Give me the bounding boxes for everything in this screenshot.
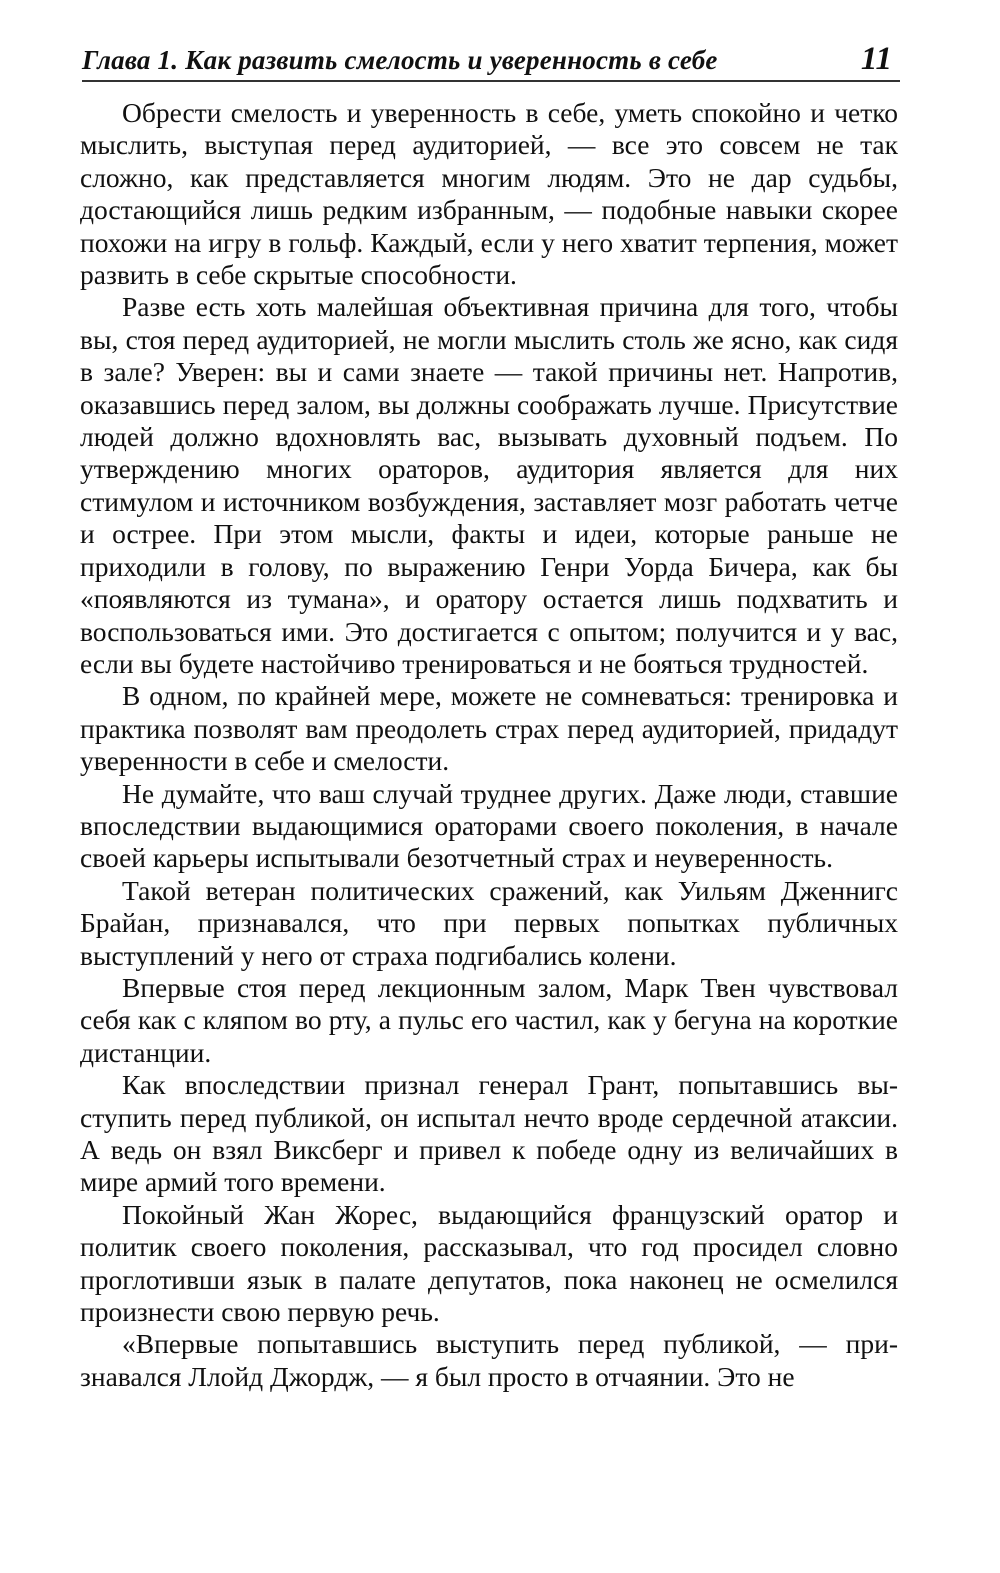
body-text [80,97,898,1393]
paragraph: Обрести смелость и уверенность в себе, уметь спокойно и четко мыслить, выступая перед аудиторией, — все это совсем не так сложно, как представляется многим людям. Это не дар судьбы, достающийся лишь редким избранным, — подобные навыки скорее похожи на игру в гольф. Каждый, если у него хватит терпения, может развить в себе скрытые способности. [80,97,898,291]
chapter-title: Глава 1. Как развить смелость и уверенность в себе [82,45,718,75]
running-header [82,40,900,82]
page-number: 11 [860,41,892,77]
paragraph: Впервые стоя перед лекционным залом, Марк Твен чувствовал себя как с кляпом во рту, а пульс его частил, как у бегуна на короткие дистанции. [80,971,898,1068]
paragraph: Как впоследствии признал генерал Грант, попытавшись выступить перед публикой, он испытал нечто вроде сердечной атаксии. А ведь он взял Виксберг и привел к победе одну из величайших в мире армий того времени. [80,1069,898,1198]
paragraph: Такой ветеран политических сражений, как Уильям Дженнигс Брайан, признавался, что при первых попытках публичных выступлений у него от страха подгибались колени. [80,874,898,971]
paragraph: Разве есть хоть малейшая объективная причина для того, чтобы вы, стоя перед аудиторией, не могли мыслить столь же ясно, как сидя в зале? Уверен: вы и сами знаете — такой причины нет. Напротив, оказавшись перед залом, вы должны соображать лучше. Присутствие людей должно вдохновлять вас, вызывать духовный подъем. По утверждению многих ораторов, аудитория является для них стимулом и источником возбуждения, заставляет мозг работать четче и острее. При этом мысли, факты и идеи, которые раньше не приходили в голову, по выражению Генри Уорда Бичера, как бы «появляются из тумана», и оратору остается лишь подхватить и воспользоваться ими. Это достигается с опытом; получится и у вас, если вы будете настойчиво тренироваться и не бояться трудностей. [80,291,898,679]
paragraph: «Впервые попытавшись выступить перед публикой, — признавался Ллойд Джордж, — я был просто в отчаянии. Это не [80,1328,898,1392]
paragraph: Покойный Жан Жорес, выдающийся французский оратор и политик своего поколения, рассказывал, что год просидел словно проглотивши язык в палате депутатов, пока наконец не осмелился произнести свою первую речь. [80,1198,898,1328]
paragraph: В одном, по крайней мере, можете не сомневаться: тренировка и практика позволят вам преодолеть страх перед аудиторией, придадут уверенности в себе и смелости. [80,680,898,777]
paragraph: Не думайте, что ваш случай труднее других. Даже люди, ставшие впоследствии выдающимися ораторами своего поколения, в начале своей карьеры испытывали безотчетный страх и неуверенность. [80,777,898,874]
